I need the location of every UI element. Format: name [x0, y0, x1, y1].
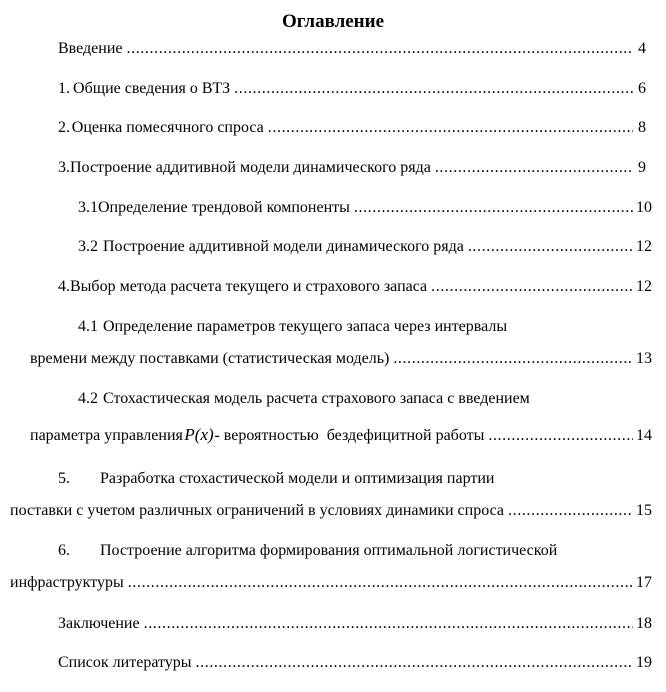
toc-leader-dots: [196, 652, 633, 674]
toc-entry-2[interactable]: [58, 117, 646, 139]
toc-page-number: 12: [636, 238, 652, 255]
toc-leader-dots: [468, 236, 633, 258]
toc-entry-5-line2[interactable]: [10, 500, 652, 522]
toc-page-number: 12: [636, 278, 652, 295]
formula-p-of-x: P(x): [184, 425, 214, 444]
toc-entry-number: 4.: [58, 278, 70, 295]
toc-leader-dots: [127, 38, 634, 60]
toc-entry-number: 4.1: [78, 318, 98, 335]
toc-entry-text: Определение параметров текущего запаса через интервалы: [103, 318, 508, 335]
toc-page-number: 19: [636, 654, 652, 671]
toc-entry-number: 3.1: [78, 199, 98, 216]
toc-entry-1[interactable]: [58, 78, 646, 100]
toc-page-number: 13: [636, 350, 652, 367]
toc-entry-number: 5.: [58, 470, 70, 487]
toc-entry-text: Стохастическая модель расчета страхового запаса с введением: [103, 390, 530, 407]
toc-leader-dots: [435, 157, 633, 179]
toc-page-number: 15: [636, 502, 652, 519]
toc-entry-text: Заключение: [58, 615, 140, 632]
toc-leader-dots: [144, 613, 633, 635]
toc-entry-number: 1.: [58, 80, 70, 97]
toc-page-number: 9: [638, 159, 646, 176]
toc-entry-4-2-line2[interactable]: [30, 424, 652, 446]
toc-entry-text: Оценка помесячного спроса: [71, 119, 264, 136]
toc-entry-4[interactable]: [58, 276, 652, 298]
toc-entry-number: 4.2: [78, 390, 98, 407]
toc-entry-text: Построение аддитивной модели динамического ряда: [103, 238, 464, 255]
toc-entry-text: Построение аддитивной модели динамического ряда: [70, 159, 431, 176]
toc-entry-4-1-line1[interactable]: [78, 316, 646, 338]
toc-entry-text: Определение трендовой компоненты: [98, 199, 350, 216]
toc-leader-dots: [354, 197, 633, 219]
toc-entry-introduction[interactable]: [58, 38, 646, 60]
toc-entry-number: 3.2: [78, 238, 98, 255]
toc-page-number: 6: [638, 80, 646, 97]
toc-leader-dots: [393, 348, 633, 370]
toc-leader-dots: [488, 425, 633, 447]
toc-entry-text: инфраструктуры: [10, 574, 124, 591]
toc-leader-dots: [431, 276, 633, 298]
toc-leader-dots: [128, 572, 633, 594]
toc-entry-text: времени между поставками (статистическая модель): [30, 350, 390, 367]
toc-page-number: 10: [636, 199, 652, 216]
toc-page-number: 8: [638, 119, 646, 136]
toc-entry-3[interactable]: [58, 157, 646, 179]
toc-entry-4-2-line1[interactable]: [78, 388, 646, 410]
toc-entry-text: Общие сведения о ВТЗ: [73, 80, 231, 97]
toc-entry-6-line2[interactable]: [10, 572, 652, 594]
toc-entry-6-line1[interactable]: [58, 540, 646, 562]
toc-entry-3-2[interactable]: [78, 236, 652, 258]
toc-leader-dots: [268, 117, 633, 139]
toc-title: Оглавление: [281, 11, 385, 32]
toc-page-number: 4: [638, 40, 646, 57]
toc-entry-conclusion[interactable]: [58, 613, 652, 635]
toc-entry-text: Выбор метода расчета текущего и страхового запаса: [70, 278, 428, 295]
toc-entry-text: Список литературы: [58, 654, 192, 671]
toc-page-number: 18: [636, 615, 652, 632]
toc-page-number: 17: [636, 574, 652, 591]
toc-entry-3-1[interactable]: [78, 197, 652, 219]
toc-entry-number: 6.: [58, 542, 70, 559]
toc-entry-text: Введение: [58, 40, 123, 57]
toc-entry-references[interactable]: [58, 652, 652, 674]
toc-leader-dots: [234, 78, 633, 100]
toc-entry-text: Построение алгоритма формирования оптимальной логистической: [100, 542, 558, 559]
toc-entry-text: поставки с учетом различных ограничений в условиях динамики спроса: [10, 502, 505, 519]
toc-entry-5-line1[interactable]: [58, 468, 646, 490]
toc-entry-text: параметра управления: [30, 427, 183, 444]
toc-entry-text: Разработка стохастической модели и оптимизация партии: [100, 470, 495, 487]
toc-entry-text: - вероятностью бездефицитной работы: [214, 427, 485, 444]
toc-page-number: 14: [636, 427, 652, 444]
toc-entry-number: 3.: [58, 159, 70, 176]
toc-entry-number: 2.: [58, 119, 70, 136]
toc-entry-4-1-line2[interactable]: [30, 348, 652, 370]
toc-leader-dots: [508, 500, 633, 522]
